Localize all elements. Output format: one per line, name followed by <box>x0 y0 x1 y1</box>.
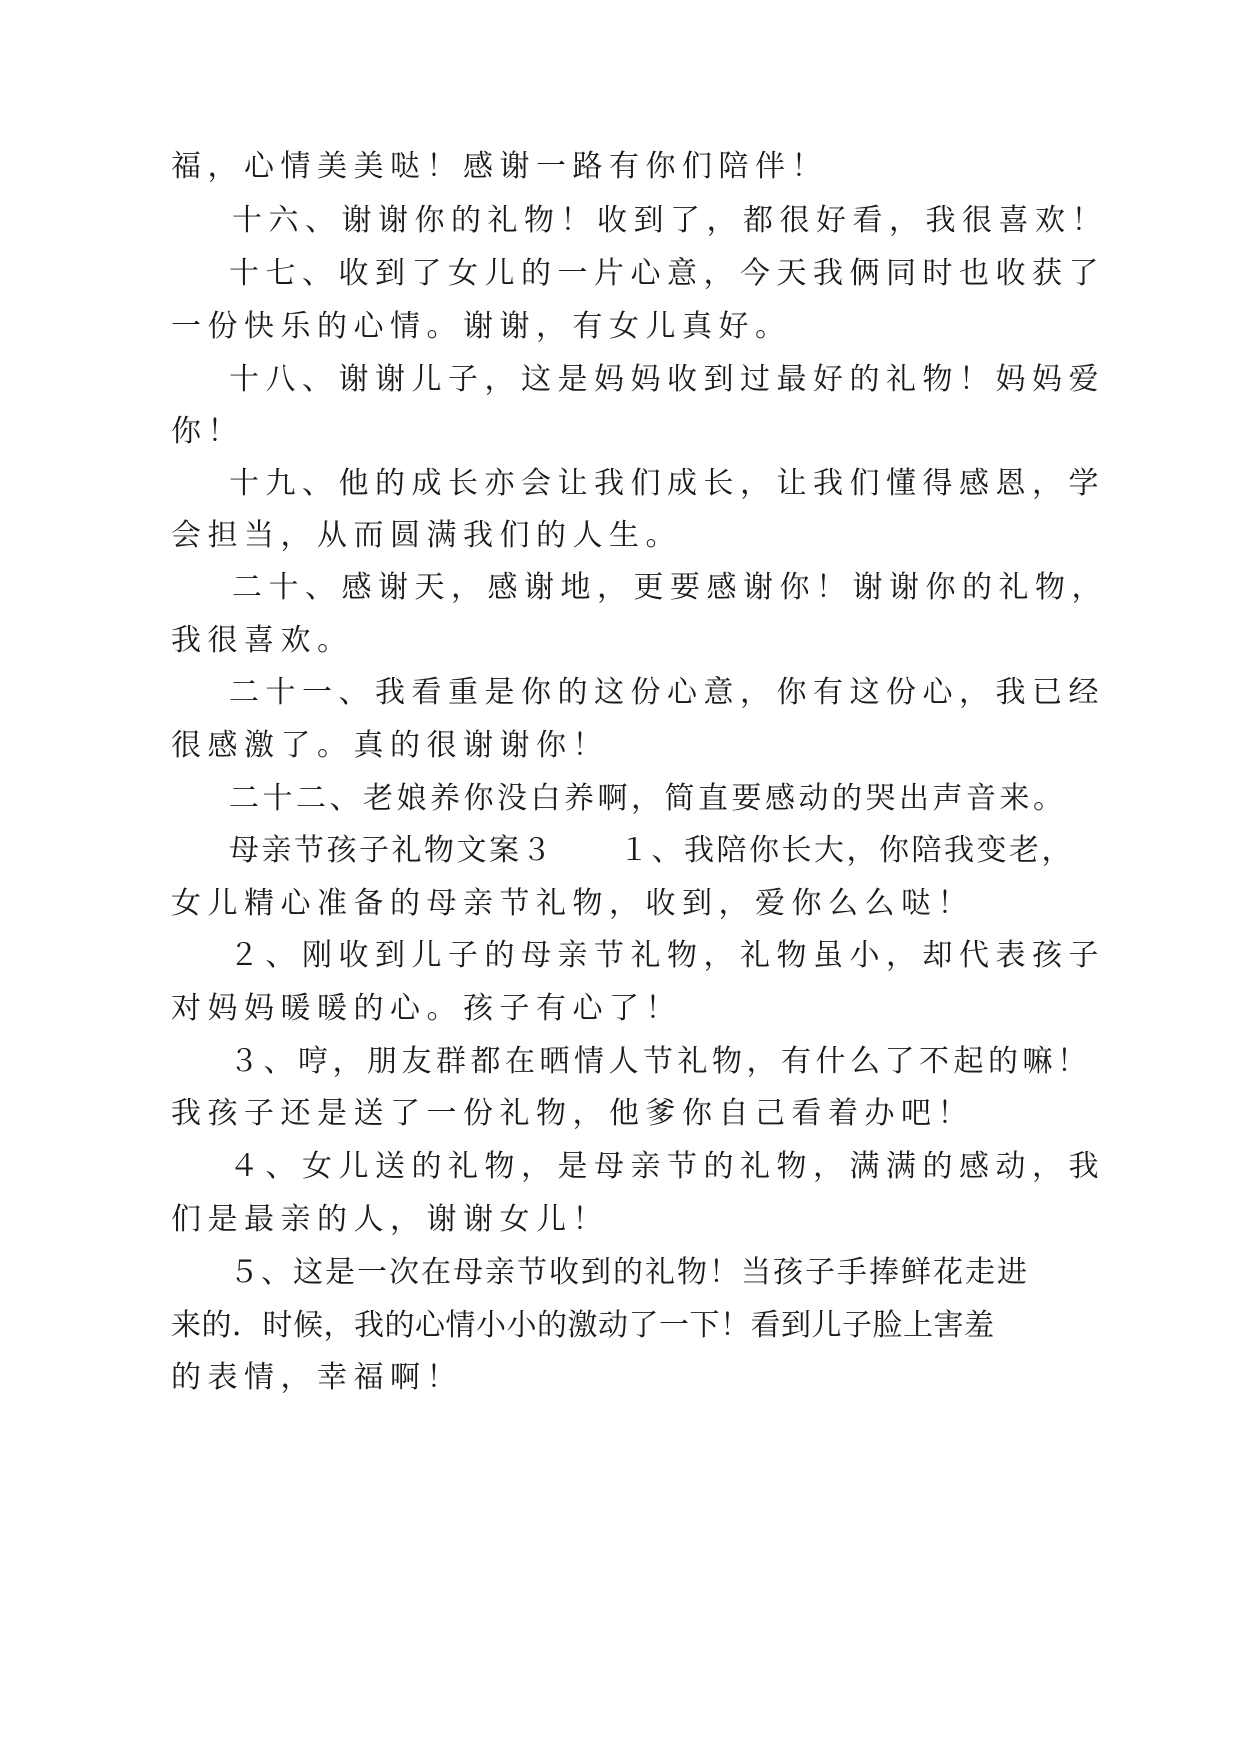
text-line: 十九、他的成长亦会让我们成长，让我们懂得感恩，学 <box>229 466 1105 501</box>
text-line: 母亲节孩子礼物文案３ １、我陪你长大，你陪我变老， <box>229 833 1074 868</box>
text-line: 们是最亲的人，谢谢女儿！ <box>171 1202 609 1237</box>
text-line: 十六、谢谢你的礼物！收到了，都很好看，我很喜欢！ <box>232 203 1108 238</box>
text-line: 的表情，幸福啊！ <box>171 1360 463 1395</box>
text-line: 二十、感谢天，感谢地，更要感谢你！谢谢你的礼物， <box>232 570 1108 605</box>
text-line: 二十一、我看重是你的这份心意，你有这份心，我已经 <box>229 675 1105 710</box>
text-line: 一份快乐的心情。谢谢，有女儿真好。 <box>171 309 792 344</box>
text-line: 会担当，从而圆满我们的人生。 <box>171 518 682 553</box>
text-line: 福，心情美美哒！感谢一路有你们陪伴！ <box>171 149 828 184</box>
text-line: 十七、收到了女儿的一片心意，今天我俩同时也收获了 <box>229 256 1105 291</box>
text-line: ４、女儿送的礼物，是母亲节的礼物，满满的感动，我 <box>229 1149 1105 1184</box>
text-line: 很感激了。真的很谢谢你！ <box>171 728 609 763</box>
text-line: 二十二、老娘养你没白养啊，简直要感动的哭出声音来。 <box>229 781 1067 816</box>
text-line: ５、这是一次在母亲节收到的礼物！当孩子手捧鲜花走进 <box>229 1255 1029 1290</box>
text-line: 来的．时候，我的心情小小的激动了一下！看到儿子脸上害羞 <box>171 1308 995 1343</box>
text-line: 对妈妈暖暖的心。孩子有心了！ <box>171 991 682 1026</box>
text-line: ３、哼，朋友群都在晒情人节礼物，有什么了不起的嘛！ <box>229 1044 1092 1079</box>
text-line: 女儿精心准备的母亲节礼物，收到，爱你么么哒！ <box>171 886 974 921</box>
text-line: 十八、谢谢儿子，这是妈妈收到过最好的礼物！妈妈爱 <box>229 362 1105 397</box>
text-line: 你！ <box>171 414 244 449</box>
text-line: ２、刚收到儿子的母亲节礼物，礼物虽小，却代表孩子 <box>229 938 1105 973</box>
text-line: 我很喜欢。 <box>171 623 354 658</box>
text-line: 我孩子还是送了一份礼物，他爹你自己看着办吧！ <box>171 1096 974 1131</box>
